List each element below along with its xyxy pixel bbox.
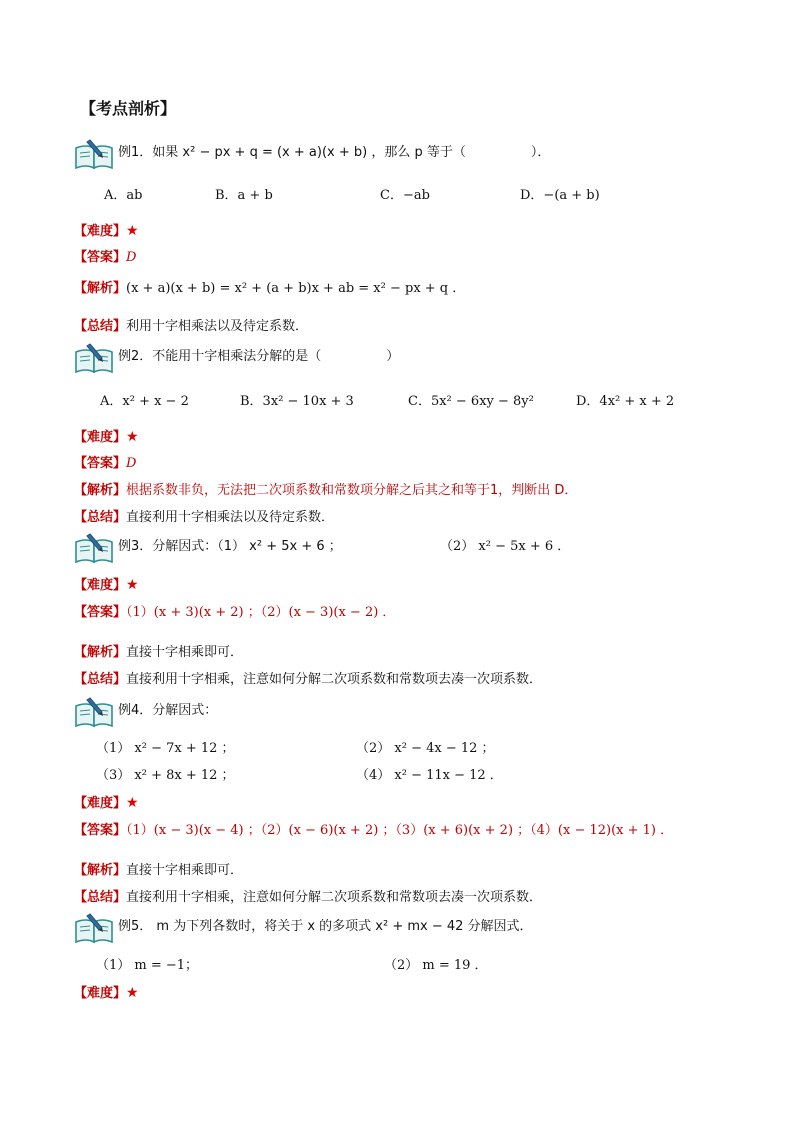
example-4-summary: 【总结】直接利用十字相乘，注意如何分解二次项系数和常数项去凑一次项系数．	[74, 890, 543, 905]
example-1-difficulty: 【难度】★	[74, 223, 139, 239]
example-3-stem: 例3．分解因式：（1） x² + 5x + 6 ；	[118, 539, 342, 554]
example-2-option-d: D．4x² + x + 2	[576, 394, 675, 409]
example-1-stem: 例1．如果 x² − px + q = (x + a)(x + b) ，那么 p 等于（ ）．	[118, 145, 551, 160]
example-2-stem: 例2．不能用十字相乘法分解的是（ ）	[118, 349, 400, 364]
example-1-option-d: D．−(a + b)	[520, 188, 600, 203]
book-pen-icon	[72, 342, 116, 374]
example-3-analysis: 【解析】直接十字相乘即可．	[74, 645, 244, 660]
example-2-option-c: C．5x² − 6xy − 8y²	[408, 394, 534, 409]
star-icon: ★	[126, 795, 139, 811]
example-4-difficulty: 【难度】★	[74, 795, 139, 811]
star-icon: ★	[126, 577, 139, 593]
section-heading: 【考点剖析】	[80, 99, 177, 118]
example-4-item-3: （3） x² + 8x + 12 ；	[96, 768, 235, 783]
example-4-analysis: 【解析】直接十字相乘即可．	[74, 863, 244, 878]
example-3-summary: 【总结】直接利用十字相乘，注意如何分解二次项系数和常数项去凑一次项系数．	[74, 672, 543, 687]
example-2-option-b: B．3x² − 10x + 3	[240, 394, 354, 409]
example-3-difficulty: 【难度】★	[74, 577, 139, 593]
example-5-item-2: （2） m = 19 ．	[384, 958, 488, 973]
example-4-item-2: （2） x² − 4x − 12 ；	[356, 741, 495, 756]
example-4-answer: 【答案】（1）(x − 3)(x − 4) ；（2）(x − 6)(x + 2) ；（3）(x + 6)(x + 2) ；（4）(x − 12)(x + 1) ．	[74, 823, 674, 838]
example-3-stem-part2: （2） x² − 5x + 6 ．	[440, 539, 571, 554]
star-icon: ★	[126, 985, 139, 1001]
example-2-analysis: 【解析】根据系数非负，无法把二次项系数和常数项分解之后其之和等于1，判断出 D．	[74, 483, 578, 498]
example-5-item-1: （1） m = −1；	[96, 958, 199, 973]
book-pen-icon	[72, 696, 116, 728]
example-2-difficulty: 【难度】★	[74, 429, 139, 445]
example-1-option-c: C．−ab	[380, 188, 430, 203]
book-pen-icon	[72, 912, 116, 944]
example-5-stem: 例5． m 为下列各数时，将关于 x 的多项式 x² + mx − 42 分解因式．	[118, 919, 533, 934]
example-1-option-a: A．ab	[104, 188, 143, 203]
example-2-option-a: A．x² + x − 2	[100, 394, 189, 409]
example-3-answer: 【答案】（1）(x + 3)(x + 2) ；（2）(x − 3)(x − 2) ．	[74, 605, 396, 620]
book-pen-icon	[72, 532, 116, 564]
example-4-stem: 例4．分解因式：	[118, 703, 218, 718]
example-2-summary: 【总结】直接利用十字相乘法以及待定系数．	[74, 510, 335, 525]
example-1-option-b: B．a + b	[215, 188, 273, 203]
book-pen-icon	[72, 138, 116, 170]
example-1-summary: 【总结】利用十字相乘法以及待定系数．	[74, 319, 309, 334]
example-1-answer: 【答案】D	[74, 250, 137, 265]
example-4-item-1: （1） x² − 7x + 12 ；	[96, 741, 235, 756]
star-icon: ★	[126, 223, 139, 239]
example-1-analysis: 【解析】(x + a)(x + b) = x² + (a + b)x + ab = x² − px + q ．	[74, 281, 466, 296]
star-icon: ★	[126, 429, 139, 445]
example-4-item-4: （4） x² − 11x − 12 ．	[356, 768, 503, 783]
example-2-answer: 【答案】D	[74, 456, 137, 471]
example-5-difficulty: 【难度】★	[74, 985, 139, 1001]
